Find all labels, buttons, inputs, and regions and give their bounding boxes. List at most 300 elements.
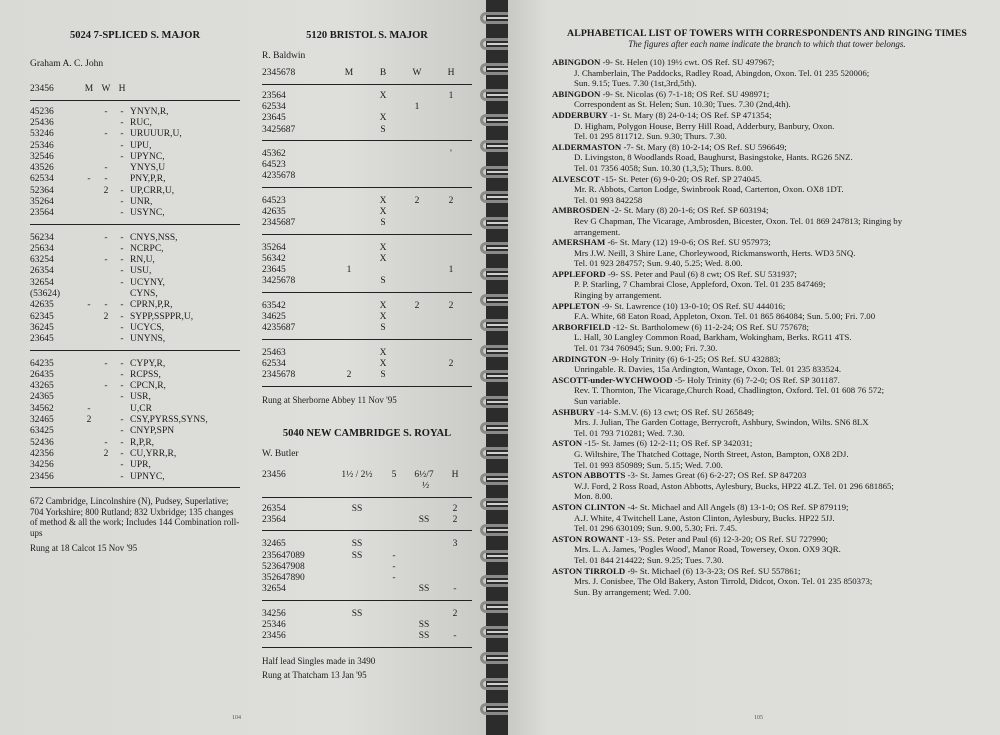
row-cell: CPCN,R, (130, 381, 166, 392)
composition-row (262, 218, 472, 229)
row-cell: - (120, 117, 124, 128)
row-cell: - (104, 129, 108, 140)
row-cell: SS (418, 620, 430, 631)
block-separator (30, 350, 240, 351)
row-cell: 1 (414, 101, 420, 112)
row-cell (332, 573, 382, 584)
tower-heading (552, 269, 982, 280)
row-cell (98, 392, 114, 403)
row-cell (382, 620, 406, 631)
row-cell: 2 (86, 415, 92, 426)
row-cell: UCYNY, (130, 277, 165, 288)
row-cell (400, 254, 434, 265)
composition-row (30, 449, 240, 460)
tower-heading (552, 438, 982, 449)
row-cell: ' (450, 148, 452, 159)
row-cell: 43265 (30, 381, 54, 392)
tower-correspondent: Tel. 01 993 842258 (574, 194, 643, 205)
row-cell (400, 370, 434, 381)
row-cell: 64523 (262, 160, 286, 171)
composition-row (30, 415, 240, 426)
row-cell (400, 359, 434, 370)
row-cell: 2 (452, 608, 458, 619)
row-cell (80, 438, 98, 449)
tower-correspondent: Mrs J.W. Neill, 3 Shire Lane, Chorleywood, Rickmansworth, Herts. WD3 5NQ. (574, 247, 856, 258)
row-cell: 56234 (30, 232, 54, 243)
row-cell: CU,YRR,R, (130, 448, 177, 459)
header-cell: B (379, 68, 387, 79)
row-cell: UCYCS, (130, 322, 165, 333)
row-cell (80, 359, 98, 370)
header-cell: H (447, 68, 455, 79)
row-cell (80, 107, 98, 118)
row-cell: 23645 (30, 334, 54, 345)
composition-header-extra (262, 481, 472, 497)
tower-name: ARDINGTON (552, 353, 607, 364)
row-cell: - (120, 369, 124, 380)
row-cell (98, 334, 114, 345)
tower-name: ASCOTT-under-WYCHWOOD (552, 374, 673, 385)
row-cell (382, 609, 406, 620)
row-cell: - (120, 334, 124, 345)
row-cell (98, 244, 114, 255)
row-cell (400, 218, 434, 229)
row-cell: - (120, 232, 124, 243)
spliced-composition (30, 30, 240, 554)
row-cell: - (120, 460, 124, 471)
tower-correspondent: Tel. 01 844 214422; Sun. 9.25; Tues. 7.30. (574, 554, 724, 565)
list-title: ALPHABETICAL LIST OF TOWERS WITH CORRESPONDENTS AND RINGING TIMES (567, 28, 967, 39)
row-cell (366, 171, 400, 182)
tower-correspondent: Tel. 01 295 811712. Sun. 9.30; Thurs. 7.30. (574, 131, 727, 142)
row-cell: 34625 (262, 312, 286, 323)
composition-row (262, 551, 472, 562)
row-cell (332, 160, 366, 171)
row-cell: 63254 (30, 255, 54, 266)
tower-correspondent: G. Wiltshire, The Thatched Cottage, North Street, Aston, Bampton, OX8 2DJ. (574, 448, 849, 459)
tower-correspondent: L. Hall, 30 Langley Common Road, Barkham, Wokingham, Berks. RG11 4TS. (574, 332, 852, 343)
row-cell: X (379, 113, 387, 124)
header-cell: 5 (391, 470, 397, 481)
row-cell: X (379, 300, 387, 311)
row-cell (400, 91, 434, 102)
row-cell: 23645 (262, 113, 286, 124)
row-cell: SS (351, 503, 363, 514)
row-cell: - (392, 550, 396, 561)
row-cell: 2345687 (262, 218, 296, 229)
row-cell: PNY,P,R, (130, 174, 166, 185)
tower-name: ASTON TIRROLD (552, 565, 626, 576)
row-cell: 26354 (30, 266, 54, 277)
row-cell (80, 381, 98, 392)
row-cell: UPNYC, (130, 471, 165, 482)
row-cell (80, 255, 98, 266)
row-cell: - (87, 403, 91, 414)
tower-entry (552, 470, 982, 502)
tower-entry (552, 174, 982, 206)
tower-correspondent: Tel. 01 296 630109; Sun. 9.00, 5.30; Fri. 7.45. (574, 523, 738, 534)
row-cell: - (120, 277, 124, 288)
tower-name: AMBROSDEN (552, 205, 610, 216)
row-cell (406, 609, 442, 620)
row-cell (382, 515, 406, 526)
row-cell (332, 171, 366, 182)
composition-row (30, 129, 240, 140)
row-cell (406, 573, 442, 584)
row-cell: X (379, 242, 387, 253)
tower-details: -15- St. James (6) 12-2-11; OS Ref. SP 342031; (582, 438, 753, 449)
composition-row (30, 107, 240, 118)
row-cell: 62345 (30, 311, 54, 322)
row-cell (114, 163, 130, 174)
row-cell: - (120, 392, 124, 403)
tower-details: -7- St. Mary (8) 10-2-14; OS Ref. SU 596649; (621, 141, 787, 152)
row-cell (98, 208, 114, 219)
row-cell: 23456 (262, 631, 286, 642)
row-cell: 2 (448, 195, 454, 206)
tower-correspondent: P. P. Starling, 7 Chambrai Close, Appleford, Oxon. Tel. 01 235 847469; (574, 279, 826, 290)
tower-details: -9- St. Michael (6) 13-3-23; OS Ref. SU 557861; (625, 565, 801, 576)
row-cell (366, 265, 400, 276)
row-cell: S (380, 323, 386, 334)
composition-row (262, 243, 472, 254)
tower-heading (552, 205, 982, 216)
row-cell (434, 312, 468, 323)
composer-name: Graham A. C. John (30, 59, 104, 70)
tower-correspondent: Unringable. R. Davies, 15a Ardington, Wantage, Oxon. Tel. 01 235 833524. (574, 364, 842, 375)
composition-header (30, 84, 240, 100)
tower-entries (552, 57, 982, 597)
row-cell: UP,CRR,U, (130, 185, 175, 196)
row-cell: 62534 (262, 358, 286, 369)
row-cell: 34256 (262, 608, 286, 619)
row-cell: 2 (103, 448, 109, 459)
tower-entry (552, 438, 982, 470)
row-cell: - (104, 174, 108, 185)
tower-entry (552, 110, 982, 142)
composition-row (262, 609, 472, 620)
tower-details: -12- St. Bartholomew (6) 11-2-24; OS Ref. SU 757678; (610, 321, 809, 332)
row-cell (382, 631, 406, 642)
row-cell (400, 243, 434, 254)
row-cell (406, 539, 442, 550)
row-cell (80, 278, 98, 289)
row-cell: - (120, 381, 124, 392)
block-separator (30, 224, 240, 225)
row-cell: - (120, 140, 124, 151)
tower-correspondent: Tel. 01 7356 4058; Sun. 10.30 (1,3,5); Thurs. 8.00. (574, 162, 754, 173)
block-separator (262, 292, 472, 293)
tower-heading (552, 566, 982, 577)
tower-correspondent: D. Higham, Polygon House, Berry Hill Road, Adderbury, Banbury, Oxon. (574, 120, 835, 131)
row-cell: 2 (414, 195, 420, 206)
row-cell: UNR, (130, 196, 153, 207)
composition-row (262, 102, 472, 113)
block-separator (262, 530, 472, 531)
tower-name: ALDERMASTON (552, 141, 622, 152)
row-cell: 523647908 (262, 561, 305, 572)
tower-heading (552, 89, 982, 100)
left-page-number: 104 (232, 715, 241, 721)
row-cell (80, 460, 98, 471)
header-cell: M (84, 84, 94, 95)
row-cell (434, 254, 468, 265)
tower-correspondent: Sun. By arrangement; Wed. 7.00. (574, 586, 691, 597)
row-cell: S (380, 370, 386, 381)
row-cell (366, 160, 400, 171)
row-cell: - (453, 584, 457, 595)
row-cell: X (379, 358, 387, 369)
composition-row (30, 186, 240, 197)
row-cell: - (87, 174, 91, 185)
tower-correspondent: D. Livingston, 8 Woodlands Road, Baughurst, Basingstoke, Hants. RG26 5NZ. (574, 152, 853, 163)
tower-details: -9- St. Nicolas (6) 7-1-18; OS Ref. SU 498971; (600, 88, 770, 99)
row-cell (98, 118, 114, 129)
block-separator (262, 339, 472, 340)
composition-row (262, 196, 472, 207)
row-cell: USU, (130, 266, 152, 277)
row-cell: - (392, 561, 396, 572)
tower-correspondent: Ringing by arrangement. (574, 290, 662, 301)
row-cell: 25346 (262, 620, 286, 631)
row-cell: 2 (103, 311, 109, 322)
tower-name: ADDERBURY (552, 109, 608, 120)
row-cell (400, 348, 434, 359)
row-cell: X (379, 253, 387, 264)
tower-correspondent: Sun variable. (574, 396, 621, 406)
composition-row (30, 278, 240, 289)
row-cell (400, 125, 434, 136)
row-cell (400, 149, 434, 160)
row-cell: 1 (448, 90, 454, 101)
row-cell: 2 (346, 370, 352, 381)
tower-entry (552, 142, 982, 174)
block-separator (262, 187, 472, 188)
tower-name: ABINGDON (552, 57, 601, 67)
row-cell: 32546 (30, 151, 54, 162)
row-cell: 52364 (30, 185, 54, 196)
row-cell (332, 312, 366, 323)
row-cell: - (120, 471, 124, 482)
row-cell (332, 254, 366, 265)
tower-heading (552, 110, 982, 121)
row-cell (434, 370, 468, 381)
composition-row (262, 620, 472, 631)
header-cell: 23456 (262, 470, 286, 481)
tower-entry (552, 534, 982, 566)
tower-details: -9- SS. Peter and Paul (6) 8 cwt; OS Ref. SU 531937; (605, 268, 797, 279)
row-cell: - (120, 426, 124, 437)
row-cell: 45236 (30, 106, 54, 117)
tower-correspondent: Mr. R. Abbots, Carton Lodge, Swinbrook Road, Carterton, Oxon. OX8 1DT. (574, 184, 844, 195)
row-cell (80, 208, 98, 219)
row-cell (434, 218, 468, 229)
composition-row (30, 323, 240, 334)
composition-row (262, 323, 472, 334)
row-cell: 35264 (262, 242, 286, 253)
row-cell: CSY,PYRSS,SYNS, (130, 415, 208, 426)
row-cell: CNYP,SPN (130, 426, 175, 437)
composition-row (30, 233, 240, 244)
tower-entry (552, 566, 982, 598)
tower-details: -14- S.M.V. (6) 13 cwt; OS Ref. SU 265849; (594, 406, 755, 417)
row-cell (332, 631, 382, 642)
tower-name: ASHBURY (552, 406, 595, 417)
row-cell (400, 113, 434, 124)
row-cell: 25463 (262, 347, 286, 358)
composition-row (262, 207, 472, 218)
tower-details: -4- St. Michael and All Angels (8) 13-1-0; OS Ref. SP 879119; (625, 501, 849, 512)
composition-row (30, 460, 240, 471)
row-cell (366, 149, 400, 160)
right-page (508, 0, 1000, 735)
row-cell (406, 562, 442, 573)
tower-name: AMERSHAM (552, 237, 606, 248)
row-cell (332, 125, 366, 136)
row-cell: - (104, 106, 108, 117)
row-cell: 23564 (262, 514, 286, 525)
row-cell: 1 (448, 265, 454, 276)
row-cell: 2 (452, 514, 458, 525)
tower-heading (552, 322, 982, 333)
row-cell: 63425 (30, 426, 54, 437)
row-cell: SS (418, 514, 430, 525)
composition-row (30, 404, 240, 415)
row-cell: SS (418, 584, 430, 595)
row-cell: 3425678 (262, 276, 296, 287)
row-cell (332, 323, 366, 334)
tower-details: -2- St. Mary (8) 20-1-6; OS Ref. SP 603194; (609, 205, 769, 216)
row-cell: 32654 (30, 277, 54, 288)
composition-row (30, 334, 240, 345)
tower-list (552, 28, 982, 597)
tower-entry (552, 205, 982, 237)
row-cell (332, 207, 366, 218)
row-cell: X (379, 206, 387, 217)
tower-entry (552, 502, 982, 534)
row-cell: CYPY,R, (130, 358, 166, 369)
composition-row (30, 255, 240, 266)
row-cell: RUC, (130, 117, 152, 128)
row-cell: 64235 (30, 358, 54, 369)
row-cell: S (380, 276, 386, 287)
tower-entry (552, 375, 982, 407)
row-cell (114, 404, 130, 415)
composer-name: R. Baldwin (262, 51, 306, 62)
tower-correspondent: Tel. 01 993 850989; Sun. 5.15; Wed. 7.00. (574, 459, 723, 470)
tower-correspondent: Mrs. J. Julian, The Garden Cottage, Berrycroft, Ashbury, Swindon, Wilts. SN6 8LX (574, 417, 869, 428)
row-cell: SYPP,SSPPR,U, (130, 311, 194, 322)
composition-row (30, 118, 240, 129)
row-cell: - (120, 196, 124, 207)
right-page-number: 105 (754, 715, 763, 721)
row-cell (382, 584, 406, 595)
composition-row (262, 562, 472, 573)
block-separator (262, 140, 472, 141)
row-cell (80, 312, 98, 323)
tower-name: ASTON (552, 438, 583, 449)
tower-details: -3- St. James Great (6) 6-2-27; OS Ref. SP 847203 (625, 470, 807, 481)
row-cell (98, 415, 114, 426)
row-cell (332, 620, 382, 631)
row-cell: 4235678 (262, 171, 296, 182)
row-cell (434, 207, 468, 218)
row-cell: CNYS,NSS, (130, 232, 178, 243)
row-cell: - (120, 322, 124, 333)
header-cell: M (344, 68, 354, 79)
composition-row (262, 312, 472, 323)
composition-row (30, 392, 240, 403)
tower-name: APPLEFORD (552, 268, 606, 279)
row-cell (332, 218, 366, 229)
row-cell (434, 348, 468, 359)
tower-name: ARBORFIELD (552, 321, 611, 332)
row-cell: 42635 (262, 206, 286, 217)
row-cell: - (120, 415, 124, 426)
header-cell: 1½ / 2½ (341, 470, 373, 481)
row-cell (406, 504, 442, 515)
block-separator (262, 647, 472, 648)
row-cell: 63542 (262, 300, 286, 311)
row-cell (434, 276, 468, 287)
tower-heading (552, 174, 982, 185)
tower-heading (552, 470, 982, 481)
composition-row (262, 149, 472, 160)
row-cell (442, 551, 468, 562)
tower-correspondent: Mon. 8.00. (574, 491, 613, 502)
row-cell (114, 289, 130, 300)
tower-correspondent: J. Chamberlain, The Paddocks, Radley Road, Abingdon, Oxon. Tel. 01 235 520006; (574, 67, 870, 78)
row-cell: - (104, 358, 108, 369)
row-cell: - (120, 106, 124, 117)
row-cell (400, 276, 434, 287)
row-cell (80, 129, 98, 140)
composition-row (262, 265, 472, 276)
composition-row (262, 515, 472, 526)
row-cell: - (120, 255, 124, 266)
composition-row (262, 113, 472, 124)
tower-details: -15- St. Peter (6) 9-0-20; OS Ref. SP 274045. (599, 173, 763, 184)
row-cell (382, 504, 406, 515)
tower-correspondent: arrangement. (574, 226, 621, 237)
row-cell: CYNS, (130, 289, 158, 300)
tower-entry (552, 57, 982, 89)
row-cell (98, 141, 114, 152)
composition-header (262, 470, 472, 481)
row-cell (332, 584, 382, 595)
row-cell (80, 233, 98, 244)
row-cell: 62534 (30, 174, 54, 185)
composition-row (30, 359, 240, 370)
composition-row (262, 276, 472, 287)
tower-name: ABINGDON (552, 88, 601, 99)
composition-row (262, 254, 472, 265)
tower-correspondent: Tel. 01 923 284757; Sun. 9.40, 5.25; Wed. 8.00. (574, 258, 743, 269)
header-cell: ½ (422, 481, 430, 492)
tower-details: -9- Holy Trinity (6) 6-1-25; OS Ref. SU 432883; (606, 353, 781, 364)
row-cell: 352647890 (262, 573, 305, 584)
row-cell: 32654 (262, 584, 286, 595)
row-cell: 25634 (30, 243, 54, 254)
tower-correspondent: Tel. 01 793 710281; Wed. 7.30. (574, 427, 685, 438)
composition-row (30, 197, 240, 208)
row-cell (98, 323, 114, 334)
row-cell: - (120, 358, 124, 369)
row-cell: 56342 (262, 253, 286, 264)
row-cell (98, 266, 114, 277)
row-cell: 35264 (30, 196, 54, 207)
row-cell: SS (418, 631, 430, 642)
